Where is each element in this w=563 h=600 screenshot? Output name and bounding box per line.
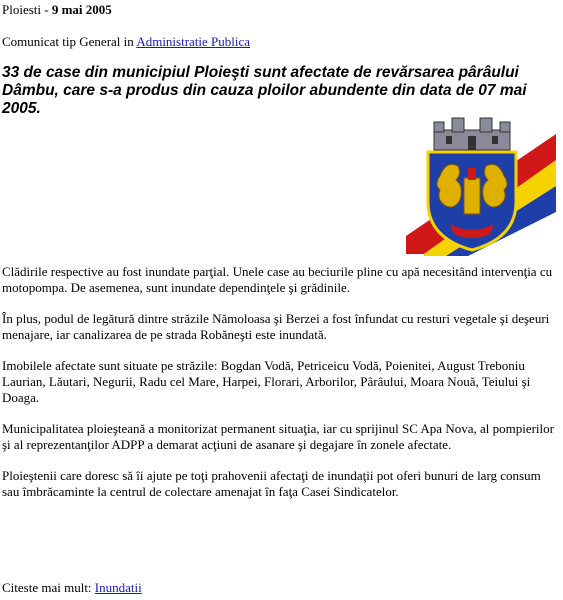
comunicat-type (2, 34, 250, 50)
paragraph: Municipalitatea ploieşteană a monitorizat permanent situaţia, iar cu sprijinul SC Apa Nova, al pompierilor şi al reprezentanţilor ADPP a demarat acţiuni de asanare şi degajare în zonele afectate. (2, 421, 554, 452)
paragraph: Ploieştenii care doresc să îi ajute pe toţi prahovenii afectaţi de inundaţii pot oferi bunuri de larg consum sau îmbrăcaminte la centrul de colectare amenajat în faţa Casei Sindicatelor. (2, 468, 541, 499)
read-more (2, 580, 142, 596)
comunicat-prefix: Comunicat tip General in (2, 34, 137, 49)
dateline (2, 2, 112, 18)
read-more-prefix: Citeste mai mult: (2, 580, 95, 595)
paragraph: Clădirile respective au fost inundate parţial. Unele case au beciurile pline cu apă necesitând intervenţia cu motopompa. De asemenea, sunt inundate dependinţele şi grădinile. (2, 264, 553, 295)
ploiesti-coat-of-arms-icon (406, 116, 556, 256)
read-more-link[interactable]: Inundatii (94, 580, 142, 595)
article-body (2, 264, 558, 515)
article-headline: 33 de case din municipiul Ploieşti sunt afectate de revărsarea pârâului Dâmbu, care s-a produs din cauza ploilor abundente din data de 07 mai 2005. (2, 64, 527, 117)
paragraph: În plus, podul de legătură dintre străzile Nămoloasa şi Berzei a fost înfundat cu resturi vegetale şi deşeuri menajare, iar canalizarea de pe strada Robăneşti este inundată. (2, 311, 550, 342)
category-link[interactable]: Administratie Publica (136, 34, 251, 49)
dateline-city: Ploiesti - (2, 2, 52, 17)
crest-image (406, 116, 556, 256)
paragraph: Imobilele afectate sunt situate pe străzile: Bogdan Vodă, Petriceicu Vodă, Poienitei, August Treboniu Laurian, Lăutari, Negurii, Radu cel Mare, Harpei, Florari, Arborilor, Pârâului, Moara Nouă, Teiului şi Doaga. (2, 358, 531, 405)
dateline-date: 9 mai 2005 (51, 2, 112, 17)
